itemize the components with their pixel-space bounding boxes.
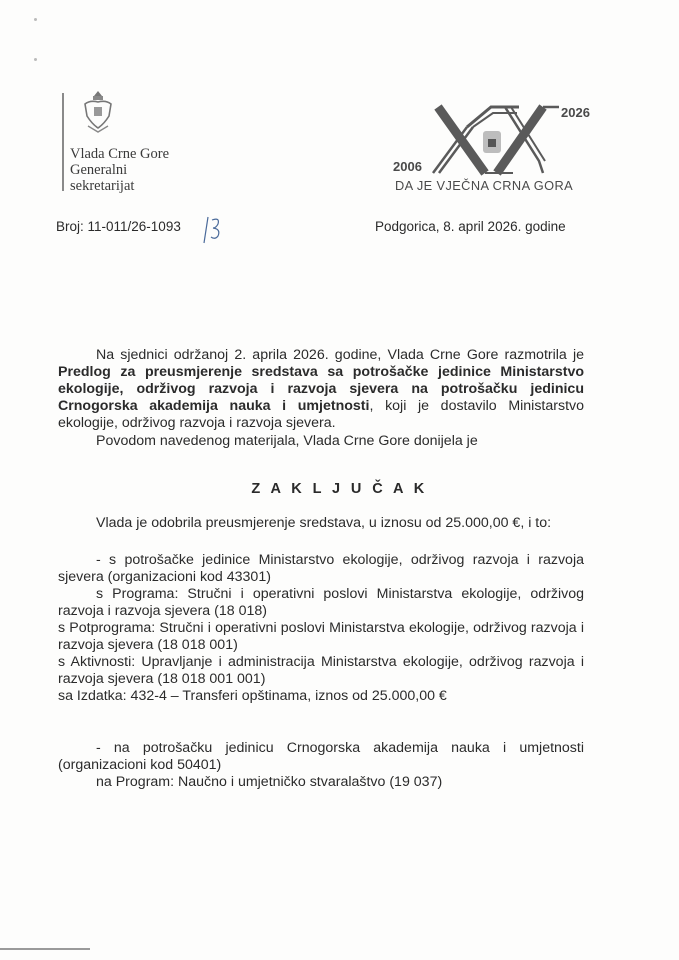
source-program: s Programa: Stručni i operativni poslovi Ministarstva ekologije, održivog razvoja i razvoja sjevera (18 018) [58, 586, 584, 619]
org-line-3: sekretarijat [70, 178, 135, 194]
intro-part1: Na sjednici održanoj 2. aprila 2026. godine, Vlada Crne Gore razmotrila je [96, 347, 584, 363]
conclusion-title: Z A K L J U Č A K [251, 481, 428, 497]
source-subprogram: s Potprograma: Stručni i operativni poslovi Ministarstva ekologije, održivog razvoja i razvoja sjevera (18 018 001) [58, 620, 584, 653]
reference-number: Broj: 11-011/26-1093 [56, 219, 181, 234]
org-line-1: Vlada Crne Gore [70, 146, 170, 162]
jubilee-motto: DA JE VJEČNA CRNA GORA [395, 178, 574, 193]
decision-line: Povodom navedenog materijala, Vlada Crne Gore donijela je [96, 433, 478, 449]
intro-paragraph [58, 347, 584, 450]
intro-part2: , koji je dostavilo Ministarstvo ekologije, održivog razvoja i razvoja sjevera. [58, 398, 584, 431]
intro-text [58, 347, 584, 432]
source-expense: sa Izdatka: 432-4 – Transferi opštinama, iznos od 25.000,00 € [58, 688, 447, 704]
handwritten-annotation [196, 215, 226, 245]
coat-of-arms-icon [82, 90, 114, 134]
header-divider [62, 93, 64, 191]
source-activity: s Aktivnosti: Upravljanje i administracija Ministarstva ekologije, održivog razvoja i razvoja sjevera (18 018 001 001) [58, 654, 584, 687]
scan-speck [34, 58, 37, 61]
destination-unit: - na potrošačku jedinicu Crnogorska akademija nauka i umjetnosti (organizacioni kod 50401) [58, 740, 584, 773]
source-unit: - s potrošačke jedinice Ministarstvo ekologije, održivog razvoja i razvoja sjevera (organizacioni kod 43301) [58, 552, 584, 585]
year-end: 2026 [561, 105, 590, 120]
organization-name [70, 146, 169, 194]
destination-block [58, 740, 584, 791]
year-start: 2006 [393, 159, 422, 174]
source-block [58, 552, 584, 705]
approval-paragraph [58, 513, 584, 533]
org-line-2: Generalni [70, 162, 128, 178]
destination-program: na Program: Naučno i umjetničko stvaralaštvo (19 037) [96, 774, 443, 790]
scan-speck [34, 18, 37, 21]
place-date: Podgorica, 8. april 2026. godine [375, 219, 566, 234]
jubilee-logo [393, 99, 593, 189]
proposal-title: Predlog za preusmjerenje sredstava sa potrošačke jedinice Ministarstvo ekologije, održivog razvoja i razvoja sjevera na potrošačku jedinicu Crnogorska akademija nauka i umjetnosti [58, 364, 584, 414]
approval-text: Vlada je odobrila preusmjerenje sredstava, u iznosu od 25.000,00 €, i to: [96, 515, 552, 531]
scan-edge-line [0, 948, 90, 950]
